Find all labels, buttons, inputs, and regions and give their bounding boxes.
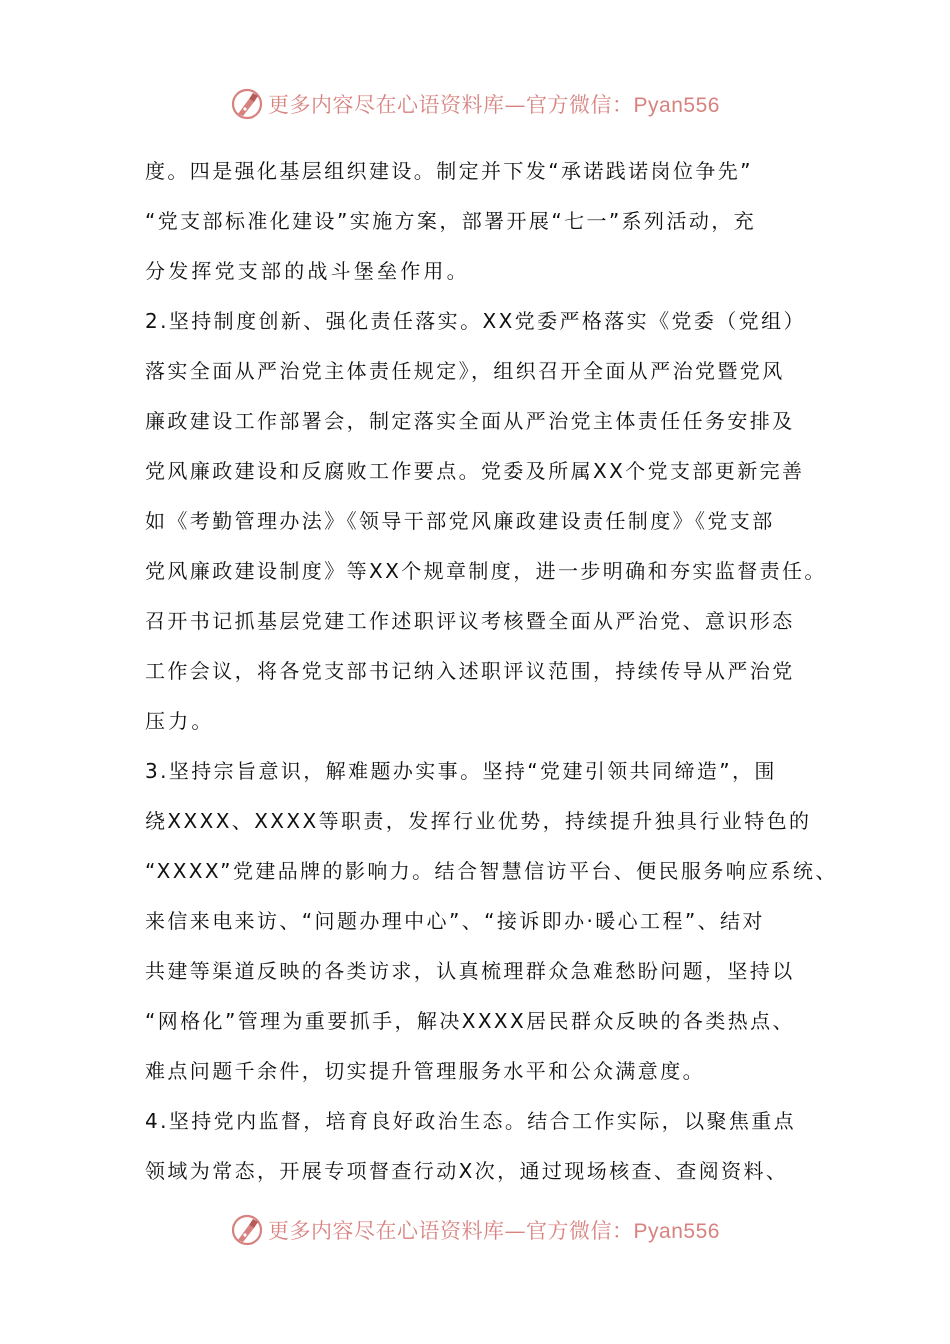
text-line: 分发挥党支部的战斗堡垒作用。 <box>145 259 470 283</box>
text-line: 3.坚持宗旨意识，解难题办实事。坚持“党建引领共同缔造”，围 <box>145 759 777 783</box>
text-line: 2.坚持制度创新、强化责任落实。XX党委严格落实《党委（党组） <box>145 309 806 333</box>
text-line: 压力。 <box>145 709 215 733</box>
text-line: 廉政建设工作部署会，制定落实全面从严治党主体责任任务安排及 <box>145 409 795 433</box>
watermark-text: 更多内容尽在心语资料库—官方微信：Pyan556 <box>268 93 720 117</box>
text-line: 如《考勤管理办法》《领导干部党风廉政建设责任制度》《党支部 <box>145 509 775 533</box>
text-line: “网格化”管理为重要抓手，解决XXXX居民群众反映的各类热点、 <box>145 1009 795 1033</box>
watermark-text: 更多内容尽在心语资料库—官方微信：Pyan556 <box>268 1219 720 1243</box>
text-line: 4.坚持党内监督，培育良好政治生态。结合工作实际，以聚焦重点 <box>145 1109 797 1133</box>
text-line: 党风廉政建设制度》等XX个规章制度，进一步明确和夯实监督责任。 <box>145 559 827 583</box>
text-line: 来信来电来访、“问题办理中心”、“接诉即办·暖心工程”、结对 <box>145 909 765 933</box>
text-line: 度。四是强化基层组织建设。制定并下发“承诺践诺岗位争先” <box>145 159 753 183</box>
pen-nib-logo-icon <box>230 87 264 121</box>
text-line: 党风廉政建设和反腐败工作要点。党委及所属XX个党支部更新完善 <box>145 459 805 483</box>
text-line: 共建等渠道反映的各类访求，认真梳理群众急难愁盼问题，坚持以 <box>145 959 795 983</box>
text-line: 工作会议，将各党支部书记纳入述职评议范围，持续传导从严治党 <box>145 659 795 683</box>
pen-nib-logo-icon <box>230 1213 264 1247</box>
body-text <box>145 146 838 1196</box>
text-line: 难点问题千余件，切实提升管理服务水平和公众满意度。 <box>145 1059 705 1083</box>
text-line: “党支部标准化建设”实施方案，部署开展“七一”系列活动，充 <box>145 209 757 233</box>
text-line: 绕XXXX、XXXX等职责，发挥行业优势，持续提升独具行业特色的 <box>145 809 812 833</box>
text-line: 领域为常态，开展专项督查行动X次，通过现场核查、查阅资料、 <box>145 1159 789 1183</box>
header-watermark-banner <box>0 84 950 124</box>
text-line: “XXXX”党建品牌的影响力。结合智慧信访平台、便民服务响应系统、 <box>145 859 838 883</box>
text-line: 召开书记抓基层党建工作述职评议考核暨全面从严治党、意识形态 <box>145 609 795 633</box>
footer-watermark-banner <box>0 1210 950 1250</box>
text-line: 落实全面从严治党主体责任规定》，组织召开全面从严治党暨党风 <box>145 359 785 383</box>
